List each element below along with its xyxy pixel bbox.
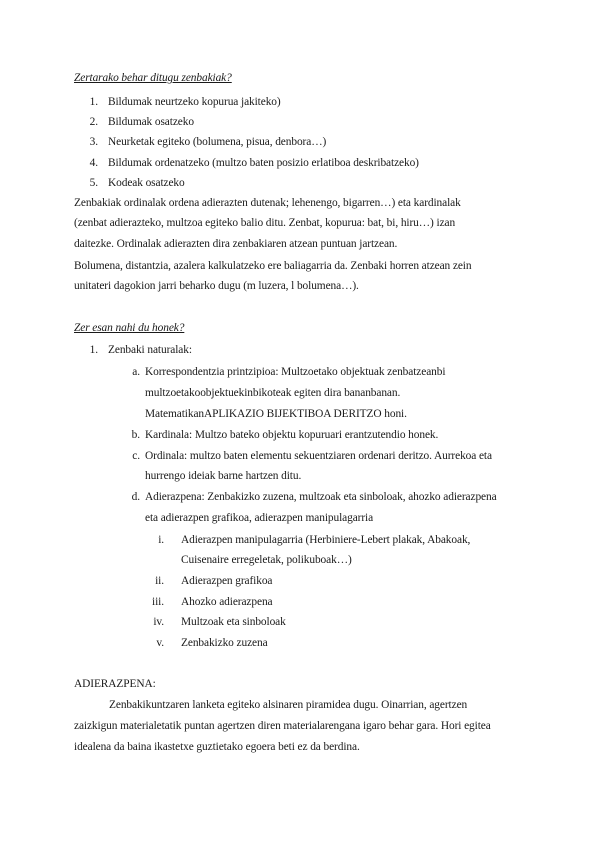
list-item: Kodeak osatzeko — [108, 177, 185, 189]
list-number: iii. — [152, 596, 164, 608]
paragraph-line: Zenbakiak ordinalak ordena adierazten dutenak; lehenengo, bigarren…) eta kardinalak — [74, 197, 461, 209]
list-number: iv. — [153, 616, 164, 628]
list-number: 2. — [89, 116, 98, 128]
list-number: ii. — [155, 575, 164, 587]
list-item: Ordinala: multzo baten elementu sekuentziaren ordenari deritzo. Aurrekoa eta — [145, 450, 492, 462]
list-number: 3. — [89, 136, 98, 148]
list-item: multzoetakoobjektuekinbikoteak egiten dira bananbanan. — [145, 387, 401, 399]
list-item: MatematikanAPLIKAZIO BIJEKTIBOA DERITZO honi. — [145, 408, 407, 420]
paragraph-line: (zenbat adierazteko, multzoa egiteko balio ditu. Zenbat, kopurua: bat, bi, hiru…) izan — [74, 217, 456, 229]
list-item: Bildumak ordenatzeko (multzo baten posizio erlatiboa deskribatzeko) — [108, 157, 419, 169]
list-number: 1. — [89, 344, 98, 356]
list-number: b. — [131, 429, 140, 441]
section-heading: Zertarako behar ditugu zenbakiak? — [74, 72, 232, 84]
paragraph-line: Zenbakikuntzaren lanketa egiteko alsinaren piramidea dugu. Oinarrian, agertzen — [109, 699, 468, 711]
list-item: Zenbaki naturalak: — [108, 344, 192, 356]
list-number: 4. — [89, 157, 98, 169]
list-item: Zenbakizko zuzena — [181, 637, 268, 649]
paragraph-line: daitezke. Ordinalak adierazten dira zenbakiaren atzean puntuan jartzean. — [74, 238, 398, 250]
paragraph-line: Bolumena, distantzia, azalera kalkulatzeko ere baliagarria da. Zenbaki horren atzean zein — [74, 260, 472, 272]
list-item: Adierazpen grafikoa — [181, 575, 273, 587]
list-item: Adierazpen manipulagarria (Herbiniere-Lebert plakak, Abakoak, — [181, 534, 471, 546]
list-item: Ahozko adierazpena — [181, 596, 273, 608]
list-item: Bildumak neurtzeko kopurua jakiteko) — [108, 96, 281, 108]
list-item: Bildumak osatzeko — [108, 116, 194, 128]
paragraph-line: unitateri dagokion jarri beharko dugu (m luzera, l bolumena…). — [74, 280, 359, 292]
list-number: i. — [158, 534, 164, 546]
section-heading: Zer esan nahi du honek? — [74, 322, 185, 334]
list-item: eta adierazpen grafikoa, adierazpen manipulagarria — [145, 512, 374, 524]
list-item: Neurketak egiteko (bolumena, pisua, denbora…) — [108, 136, 327, 148]
list-number: c. — [132, 450, 140, 462]
list-item: Multzoak eta sinboloak — [181, 616, 286, 628]
paragraph-line: idealena da baina ikastetxe guztietako egoera beti ez da berdina. — [74, 741, 360, 753]
list-item: Kardinala: Multzo bateko objektu kopuruari erantzutendio honek. — [145, 429, 439, 441]
list-number: 5. — [89, 177, 98, 189]
paragraph-line: zaizkigun materialetatik puntan agertzen diren materialarengana igaro behar gara. Hori egitea — [74, 720, 491, 732]
section-heading: ADIERAZPENA: — [74, 678, 156, 690]
list-item: hurrengo ideiak barne hartzen ditu. — [145, 470, 302, 482]
list-item: Cuisenaire erregeletak, polikuboak…) — [181, 554, 352, 566]
list-item: Adierazpena: Zenbakizko zuzena, multzoak eta sinboloak, ahozko adierazpena — [145, 491, 497, 503]
list-number: v. — [156, 637, 164, 649]
list-number: 1. — [89, 96, 98, 108]
list-number: a. — [132, 366, 140, 378]
list-number: d. — [131, 491, 140, 503]
list-item: Korrespondentzia printzipioa: Multzoetako objektuak zenbatzeanbi — [145, 366, 446, 378]
